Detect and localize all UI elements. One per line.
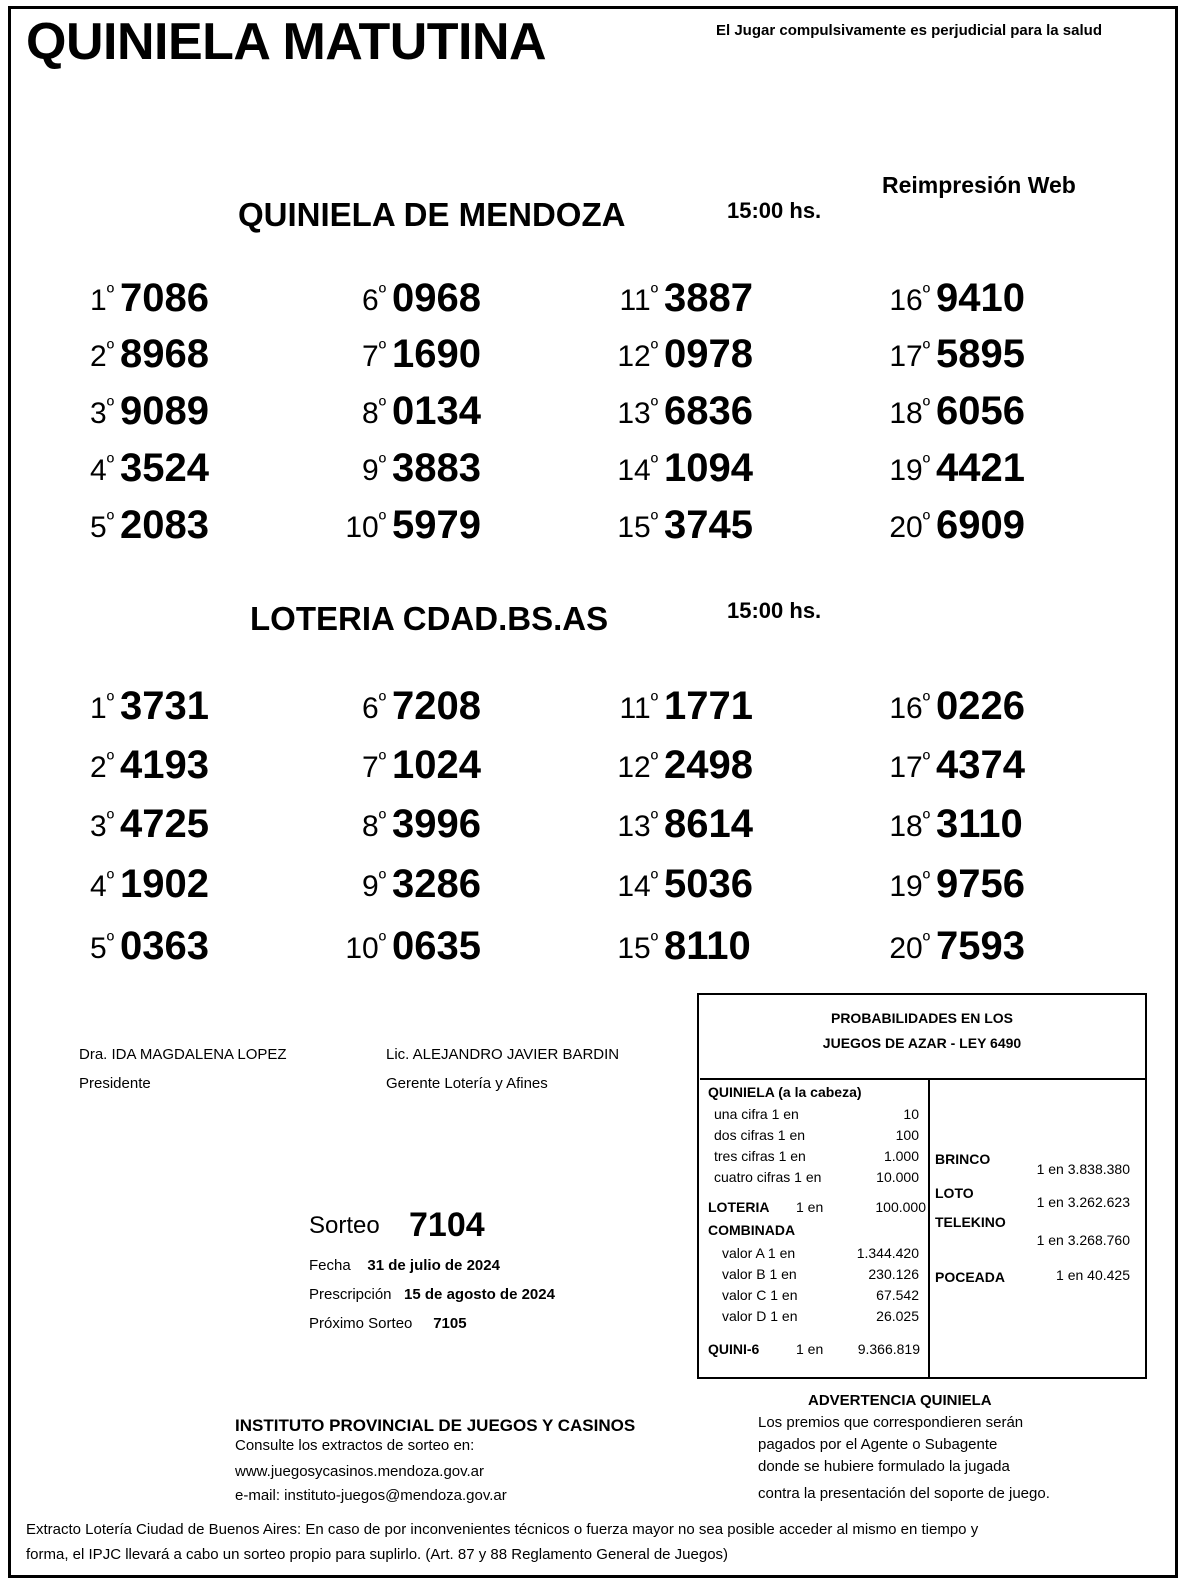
result-cell (282, 862, 522, 912)
result-position-number: 11 (619, 284, 651, 317)
ordinal-mark: º (650, 749, 658, 771)
result-number: 8110 (664, 924, 751, 968)
result-position-number: 12 (617, 751, 651, 784)
ordinal-mark: º (650, 868, 658, 890)
ordinal-mark: º (378, 749, 386, 771)
result-cell (10, 503, 250, 553)
ordinal-mark: º (922, 282, 930, 304)
result-cell (282, 684, 522, 734)
page-title: QUINIELA MATUTINA (26, 13, 547, 71)
result-position (617, 340, 658, 374)
result-position-number: 8 (362, 810, 379, 843)
result-position (617, 810, 658, 844)
result-position (889, 810, 930, 844)
next-draw-value: 7105 (433, 1315, 467, 1332)
footer-line-2: forma, el IPJC llevará a cabo un sorteo propio para suplirlo. (Art. 87 y 88 Reglamento General de Juegos) (26, 1546, 729, 1563)
result-position-number: 18 (889, 397, 923, 430)
result-position (90, 454, 114, 488)
result-number: 5036 (664, 862, 753, 906)
section-title-loteria: LOTERIA CDAD.BS.AS (250, 600, 609, 637)
poceada-prob-value: 1 en 40.425 (1056, 1267, 1130, 1283)
probabilities-divider (928, 1078, 930, 1378)
result-position (345, 511, 386, 545)
ordinal-mark: º (106, 690, 114, 712)
loteria-prob-label: LOTERIA (708, 1199, 770, 1215)
result-position (90, 397, 114, 431)
result-number: 2083 (120, 503, 209, 547)
brinco-prob-value: 1 en 3.838.380 (1036, 1161, 1130, 1177)
result-position-number: 17 (889, 751, 923, 784)
health-warning: El Jugar compulsivamente es perjudicial para la salud (716, 22, 1102, 39)
quiniela-prob-row-value: 10 (903, 1106, 919, 1122)
ordinal-mark: º (650, 509, 658, 531)
result-cell (554, 446, 794, 496)
result-number: 1024 (392, 743, 481, 787)
result-cell (282, 743, 522, 793)
ordinal-mark: º (922, 690, 930, 712)
reprint-label: Reimpresión Web (882, 172, 1076, 198)
ordinal-mark: º (650, 690, 658, 712)
result-number: 3996 (392, 802, 481, 846)
result-position (620, 284, 658, 318)
result-position (617, 870, 658, 904)
probabilities-title-line2: JUEGOS DE AZAR - LEY 6490 (822, 1035, 1022, 1051)
ordinal-mark: º (650, 452, 658, 474)
result-cell (554, 684, 794, 734)
result-position-number: 19 (889, 454, 923, 487)
result-position (889, 870, 930, 904)
result-position (617, 751, 658, 785)
result-position (889, 284, 930, 318)
result-cell (10, 684, 250, 734)
result-position (90, 511, 114, 545)
ordinal-mark: º (378, 395, 386, 417)
result-number: 3745 (664, 503, 753, 547)
ordinal-mark: º (106, 509, 114, 531)
quiniela-prob-row-value: 1.000 (883, 1148, 919, 1164)
result-position-number: 9 (362, 454, 379, 487)
ordinal-mark: º (922, 749, 930, 771)
result-position (889, 751, 930, 785)
quiniela-prob-row-label: una cifra 1 en (714, 1106, 799, 1122)
result-position-number: 10 (345, 511, 379, 544)
result-number: 3887 (664, 276, 753, 320)
result-position-number: 11 (619, 692, 651, 725)
result-number: 7086 (120, 276, 209, 320)
result-cell (554, 862, 794, 912)
loteria-prob-value: 100.000 (875, 1199, 926, 1215)
ordinal-mark: º (106, 930, 114, 952)
result-number: 4374 (936, 743, 1025, 787)
result-position-number: 6 (362, 284, 379, 317)
result-position-number: 4 (90, 870, 107, 903)
result-position-number: 20 (889, 932, 923, 965)
result-cell (282, 924, 522, 974)
ordinal-mark: º (106, 395, 114, 417)
result-cell (826, 743, 1066, 793)
result-cell (10, 743, 250, 793)
result-number: 5979 (392, 503, 481, 547)
result-position (889, 397, 930, 431)
result-number: 1094 (664, 446, 753, 490)
result-number: 4193 (120, 743, 209, 787)
advertencia-line-1: Los premios que correspondieren serán (758, 1414, 1024, 1431)
institute-email: e-mail: instituto-juegos@mendoza.gov.ar (235, 1487, 507, 1504)
result-number: 1902 (120, 862, 209, 906)
ordinal-mark: º (650, 930, 658, 952)
result-cell (282, 503, 522, 553)
result-position (889, 932, 930, 966)
result-position (90, 284, 114, 318)
result-number: 1690 (392, 332, 481, 376)
result-position-number: 1 (90, 284, 107, 317)
result-position (90, 932, 114, 966)
ordinal-mark: º (106, 338, 114, 360)
result-position-number: 7 (362, 751, 379, 784)
loteria-prob-prefix: 1 en (796, 1199, 824, 1215)
combinada-prob-row-value: 230.126 (868, 1266, 919, 1282)
next-draw (309, 1315, 467, 1332)
result-cell (554, 332, 794, 382)
result-cell (282, 276, 522, 326)
combinada-prob-row-label: valor B 1 en (722, 1266, 797, 1282)
ordinal-mark: º (650, 338, 658, 360)
result-position (889, 454, 930, 488)
result-number: 3731 (120, 684, 209, 728)
result-number: 7208 (392, 684, 481, 728)
ordinal-mark: º (922, 452, 930, 474)
result-cell (554, 389, 794, 439)
ordinal-mark: º (106, 808, 114, 830)
result-cell (10, 276, 250, 326)
ordinal-mark: º (106, 868, 114, 890)
quini6-prob-label: QUINI-6 (708, 1341, 760, 1357)
result-number: 6836 (664, 389, 753, 433)
ordinal-mark: º (106, 282, 114, 304)
combinada-prob-row-value: 26.025 (876, 1308, 919, 1324)
ordinal-mark: º (378, 808, 386, 830)
result-number: 8614 (664, 802, 753, 846)
result-position (345, 932, 386, 966)
result-number: 8968 (120, 332, 209, 376)
result-cell (826, 446, 1066, 496)
institute-line-1: Consulte los extractos de sorteo en: (235, 1437, 475, 1454)
result-position (362, 340, 386, 374)
ordinal-mark: º (378, 509, 386, 531)
result-position (362, 870, 386, 904)
result-position (617, 397, 658, 431)
quiniela-prob-row-label: dos cifras 1 en (714, 1127, 806, 1143)
quiniela-prob-row-value: 100 (895, 1127, 919, 1143)
result-position (362, 751, 386, 785)
result-position-number: 13 (617, 810, 651, 843)
section-time-mendoza: 15:00 hs. (727, 198, 822, 223)
prescription-value: 15 de agosto de 2024 (404, 1286, 555, 1303)
result-cell (554, 924, 794, 974)
result-cell (10, 332, 250, 382)
result-position-number: 17 (889, 340, 923, 373)
ordinal-mark: º (378, 930, 386, 952)
result-position-number: 8 (362, 397, 379, 430)
result-position-number: 15 (617, 932, 651, 965)
result-position-number: 16 (889, 692, 923, 725)
ordinal-mark: º (378, 452, 386, 474)
quiniela-prob-row-label: tres cifras 1 en (714, 1148, 806, 1164)
probabilities-title-line1: PROBABILIDADES EN LOS (830, 1010, 1013, 1026)
signature-name-manager: Lic. ALEJANDRO JAVIER BARDIN (386, 1046, 620, 1063)
result-number: 0363 (120, 924, 209, 968)
result-position (90, 751, 114, 785)
next-draw-label: Próximo Sorteo (309, 1315, 413, 1332)
brinco-prob-label: BRINCO (935, 1151, 991, 1167)
quini6-prob-value: 9.366.819 (857, 1341, 920, 1357)
quini6-prob-prefix: 1 en (796, 1341, 824, 1357)
result-number: 2498 (664, 743, 753, 787)
result-position-number: 1 (90, 692, 107, 725)
result-position-number: 15 (617, 511, 651, 544)
quiniela-prob-row-value: 10.000 (876, 1169, 919, 1185)
draw-date (309, 1257, 500, 1274)
ordinal-mark: º (378, 338, 386, 360)
result-number: 0134 (392, 389, 481, 433)
ordinal-mark: º (922, 509, 930, 531)
result-position (889, 340, 930, 374)
result-cell (826, 389, 1066, 439)
institute-title: INSTITUTO PROVINCIAL DE JUEGOS Y CASINOS (235, 1416, 636, 1435)
combinada-prob-row-label: valor C 1 en (722, 1287, 798, 1303)
result-position (889, 511, 930, 545)
result-number: 3286 (392, 862, 481, 906)
result-cell (554, 743, 794, 793)
result-position-number: 14 (617, 454, 651, 487)
result-number: 0968 (392, 276, 481, 320)
result-number: 0635 (392, 924, 481, 968)
result-position (90, 870, 114, 904)
result-cell (10, 862, 250, 912)
result-position-number: 12 (617, 340, 651, 373)
result-cell (10, 389, 250, 439)
ordinal-mark: º (106, 452, 114, 474)
loto-prob-label: LOTO (935, 1185, 974, 1201)
result-cell (10, 802, 250, 852)
result-cell (10, 446, 250, 496)
sorteo-label: Sorteo (309, 1212, 380, 1239)
result-position (362, 454, 386, 488)
result-number: 6056 (936, 389, 1025, 433)
result-position-number: 4 (90, 454, 107, 487)
result-position (620, 692, 658, 726)
result-position-number: 3 (90, 397, 107, 430)
result-position-number: 14 (617, 870, 651, 903)
result-position-number: 20 (889, 511, 923, 544)
result-number: 6909 (936, 503, 1025, 547)
result-cell (282, 389, 522, 439)
result-cell (282, 446, 522, 496)
signature-role-manager: Gerente Lotería y Afines (386, 1075, 548, 1092)
result-position-number: 10 (345, 932, 379, 965)
result-number: 0226 (936, 684, 1025, 728)
quiniela-prob-title: QUINIELA (a la cabeza) (708, 1084, 862, 1100)
result-position-number: 5 (90, 932, 107, 965)
ordinal-mark: º (106, 749, 114, 771)
result-position-number: 3 (90, 810, 107, 843)
advertencia-line-3: donde se hubiere formulado la jugada (758, 1458, 1010, 1475)
section-time-loteria: 15:00 hs. (727, 598, 822, 623)
ordinal-mark: º (378, 282, 386, 304)
result-cell (826, 503, 1066, 553)
result-cell (826, 802, 1066, 852)
institute-website: www.juegosycasinos.mendoza.gov.ar (235, 1463, 485, 1480)
result-number: 4421 (936, 446, 1025, 490)
telekino-prob-value: 1 en 3.268.760 (1036, 1232, 1130, 1248)
result-cell (826, 332, 1066, 382)
result-cell (826, 276, 1066, 326)
signature-name-president: Dra. IDA MAGDALENA LOPEZ (79, 1046, 287, 1063)
ordinal-mark: º (922, 808, 930, 830)
draw-date-value: 31 de julio de 2024 (367, 1257, 500, 1274)
result-number: 3110 (936, 802, 1023, 846)
result-number: 5895 (936, 332, 1025, 376)
prescription-label: Prescripción (309, 1286, 392, 1303)
result-position (90, 340, 114, 374)
result-position (362, 284, 386, 318)
result-cell (826, 924, 1066, 974)
result-position (362, 810, 386, 844)
result-position (889, 692, 930, 726)
result-position (362, 397, 386, 431)
ordinal-mark: º (378, 690, 386, 712)
combinada-prob-row-value: 67.542 (876, 1287, 919, 1303)
result-cell (554, 276, 794, 326)
result-number: 4725 (120, 802, 209, 846)
result-cell (282, 802, 522, 852)
result-position (362, 692, 386, 726)
ordinal-mark: º (922, 930, 930, 952)
ordinal-mark: º (650, 808, 658, 830)
ordinal-mark: º (650, 395, 658, 417)
result-number: 1771 (664, 684, 753, 728)
result-number: 3524 (120, 446, 209, 490)
result-position (617, 454, 658, 488)
result-number: 9756 (936, 862, 1025, 906)
result-number: 3883 (392, 446, 481, 490)
advertencia-line-4: contra la presentación del soporte de juego. (758, 1485, 1050, 1502)
result-position (90, 692, 114, 726)
result-number: 7593 (936, 924, 1025, 968)
result-position-number: 7 (362, 340, 379, 373)
quiniela-prob-row-label: cuatro cifras 1 en (714, 1169, 822, 1185)
result-cell (282, 332, 522, 382)
result-position-number: 9 (362, 870, 379, 903)
ordinal-mark: º (378, 868, 386, 890)
section-title-mendoza: QUINIELA DE MENDOZA (238, 196, 626, 233)
result-cell (826, 862, 1066, 912)
result-position-number: 6 (362, 692, 379, 725)
result-cell (826, 684, 1066, 734)
combinada-prob-row-label: valor A 1 en (722, 1245, 796, 1261)
ordinal-mark: º (650, 282, 658, 304)
combinada-prob-row-label: valor D 1 en (722, 1308, 798, 1324)
result-position-number: 2 (90, 751, 107, 784)
advertencia-line-2: pagados por el Agente o Subagente (758, 1436, 998, 1453)
loto-prob-value: 1 en 3.262.623 (1036, 1194, 1130, 1210)
result-cell (10, 924, 250, 974)
ordinal-mark: º (922, 868, 930, 890)
result-position-number: 13 (617, 397, 651, 430)
result-cell (554, 802, 794, 852)
result-number: 9410 (936, 276, 1025, 320)
signature-role-president: Presidente (79, 1075, 151, 1092)
draw-date-label: Fecha (309, 1257, 351, 1274)
result-position-number: 16 (889, 284, 923, 317)
combinada-prob-title: COMBINADA (708, 1222, 796, 1238)
advertencia-title: ADVERTENCIA QUINIELA (808, 1392, 992, 1409)
result-position (90, 810, 114, 844)
result-number: 0978 (664, 332, 753, 376)
result-position (617, 932, 658, 966)
poceada-prob-label: POCEADA (935, 1269, 1006, 1285)
result-position (617, 511, 658, 545)
result-number: 9089 (120, 389, 209, 433)
footer-line-1: Extracto Lotería Ciudad de Buenos Aires: En caso de por inconvenientes técnicos o fuerza mayor no sea posible acceder al mismo en tiempo y (26, 1521, 979, 1538)
result-position-number: 2 (90, 340, 107, 373)
ordinal-mark: º (922, 338, 930, 360)
result-position-number: 19 (889, 870, 923, 903)
result-position-number: 5 (90, 511, 107, 544)
telekino-prob-label: TELEKINO (935, 1214, 1006, 1230)
result-position-number: 18 (889, 810, 923, 843)
result-cell (554, 503, 794, 553)
combinada-prob-row-value: 1.344.420 (856, 1245, 919, 1261)
prescription-date (309, 1286, 555, 1303)
ordinal-mark: º (922, 395, 930, 417)
sorteo-number: 7104 (409, 1206, 485, 1244)
